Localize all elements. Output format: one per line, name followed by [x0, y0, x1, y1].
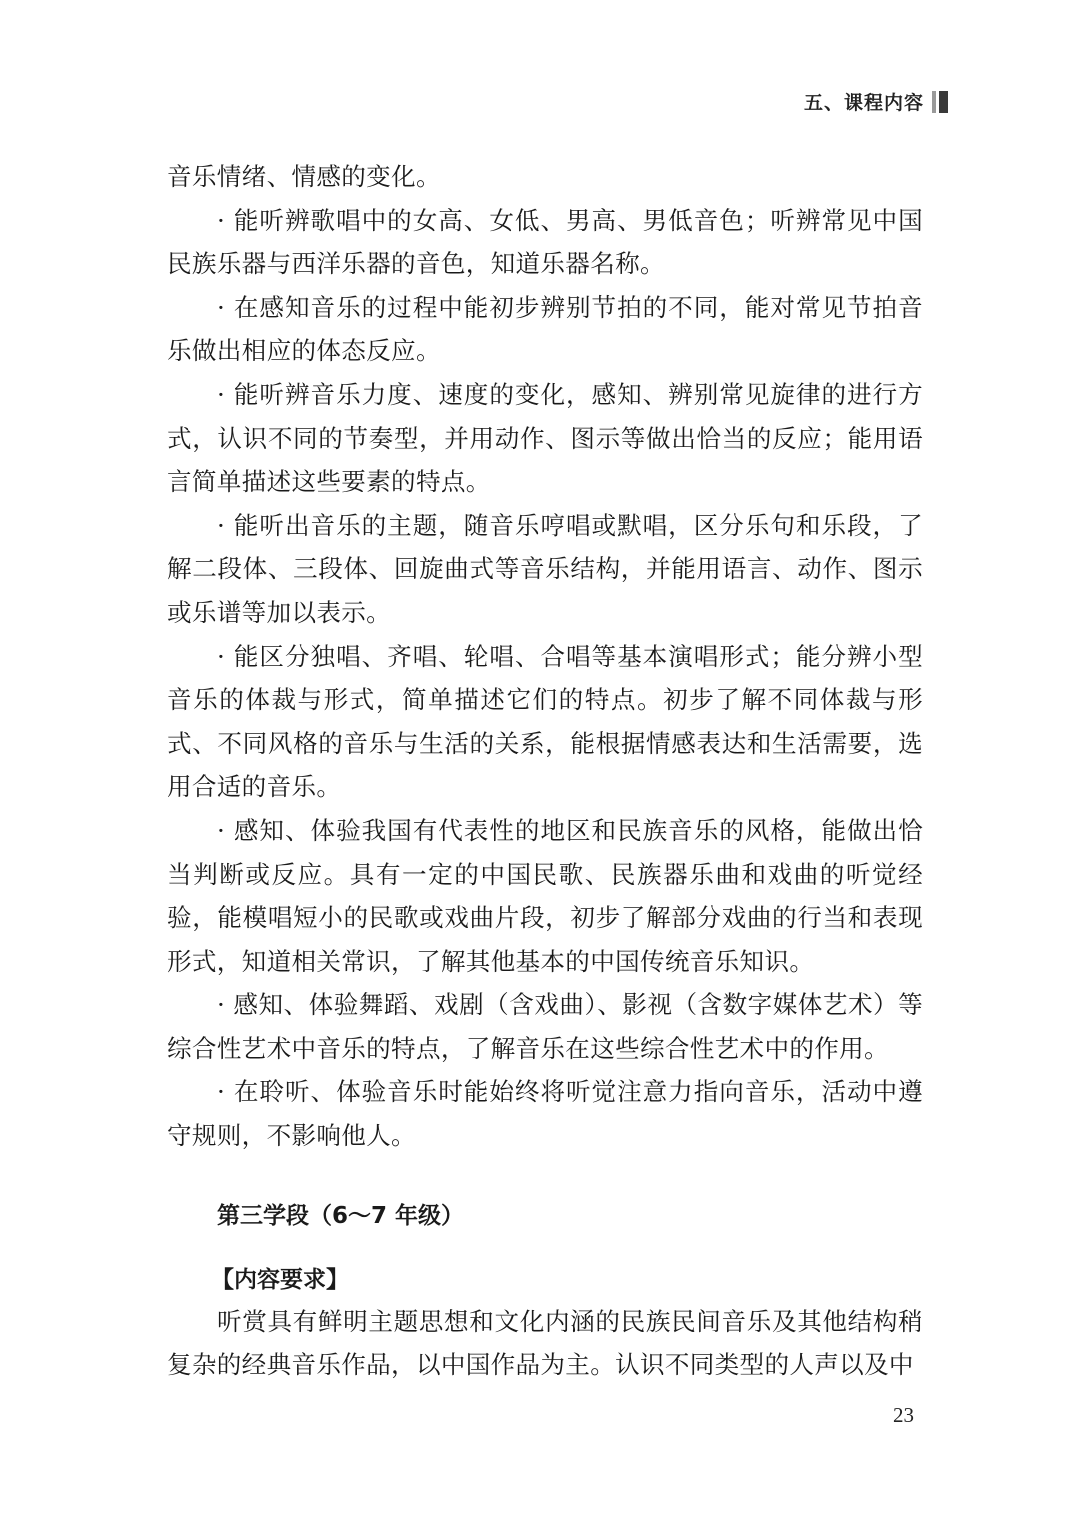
bullet-paragraph: · 在感知音乐的过程中能初步辨别节拍的不同，能对常见节拍音乐做出相应的体态反应。 [167, 292, 923, 366]
section-heading: 第三学段（6～7 年级） [217, 1202, 465, 1229]
bullet-paragraph: · 感知、体验舞蹈、戏剧（含戏曲）、影视（含数字媒体艺术）等综合性艺术中音乐的特点，了解音乐在这些综合性艺术中的作用。 [167, 990, 923, 1063]
bullet-paragraph: · 感知、体验我国有代表性的地区和民族音乐的风格，能做出恰当判断或反应。具有一定的中国民歌、民族器乐曲和戏曲的听觉经验，能模唱短小的民歌或戏曲片段，初步了解部分戏曲的行当和表现形式，知道相关常识，了解其他基本的中国传统音乐知识。 [167, 815, 923, 976]
bullet-paragraph: · 能听辨音乐力度、速度的变化，感知、辨别常见旋律的进行方式，认识不同的节奏型，并用动作、图示等做出恰当的反应；能用语言简单描述这些要素的特点。 [167, 379, 923, 497]
paragraph-continuation: 音乐情绪、情感的变化。 [167, 162, 441, 191]
header-bar-thick [939, 91, 948, 113]
page-number: 23 [893, 1403, 914, 1427]
bullet-paragraph: · 能区分独唱、齐唱、轮唱、合唱等基本演唱形式；能分辨小型音乐的体裁与形式，简单描述它们的特点。初步了解不同体裁与形式、不同风格的音乐与生活的关系，能根据情感表达和生活需要，选用合适的音乐。 [167, 641, 923, 802]
bullet-paragraph: · 在聆听、体验音乐时能始终将听觉注意力指向音乐，活动中遵守规则，不影响他人。 [167, 1077, 923, 1151]
bullet-paragraph: · 能听出音乐的主题，随音乐哼唱或默唱，区分乐句和乐段，了解二段体、三段体、回旋曲式等音乐结构，并能用语言、动作、图示或乐谱等加以表示。 [167, 510, 923, 627]
header-bar-thin [932, 91, 936, 113]
header-bar-decoration [932, 91, 948, 113]
chapter-title: 五、课程内容 [803, 92, 924, 114]
running-header [804, 88, 948, 115]
page-body [167, 155, 923, 1387]
subsection-heading: 【内容要求】 [211, 1266, 349, 1293]
bullet-paragraph: · 能听辨歌唱中的女高、女低、男高、男低音色；听辨常见中国民族乐器与西洋乐器的音色，知道乐器名称。 [167, 205, 923, 279]
body-paragraph: 听赏具有鲜明主题思想和文化内涵的民族民间音乐及其他结构稍复杂的经典音乐作品，以中国作品为主。认识不同类型的人声以及中 [167, 1306, 923, 1380]
